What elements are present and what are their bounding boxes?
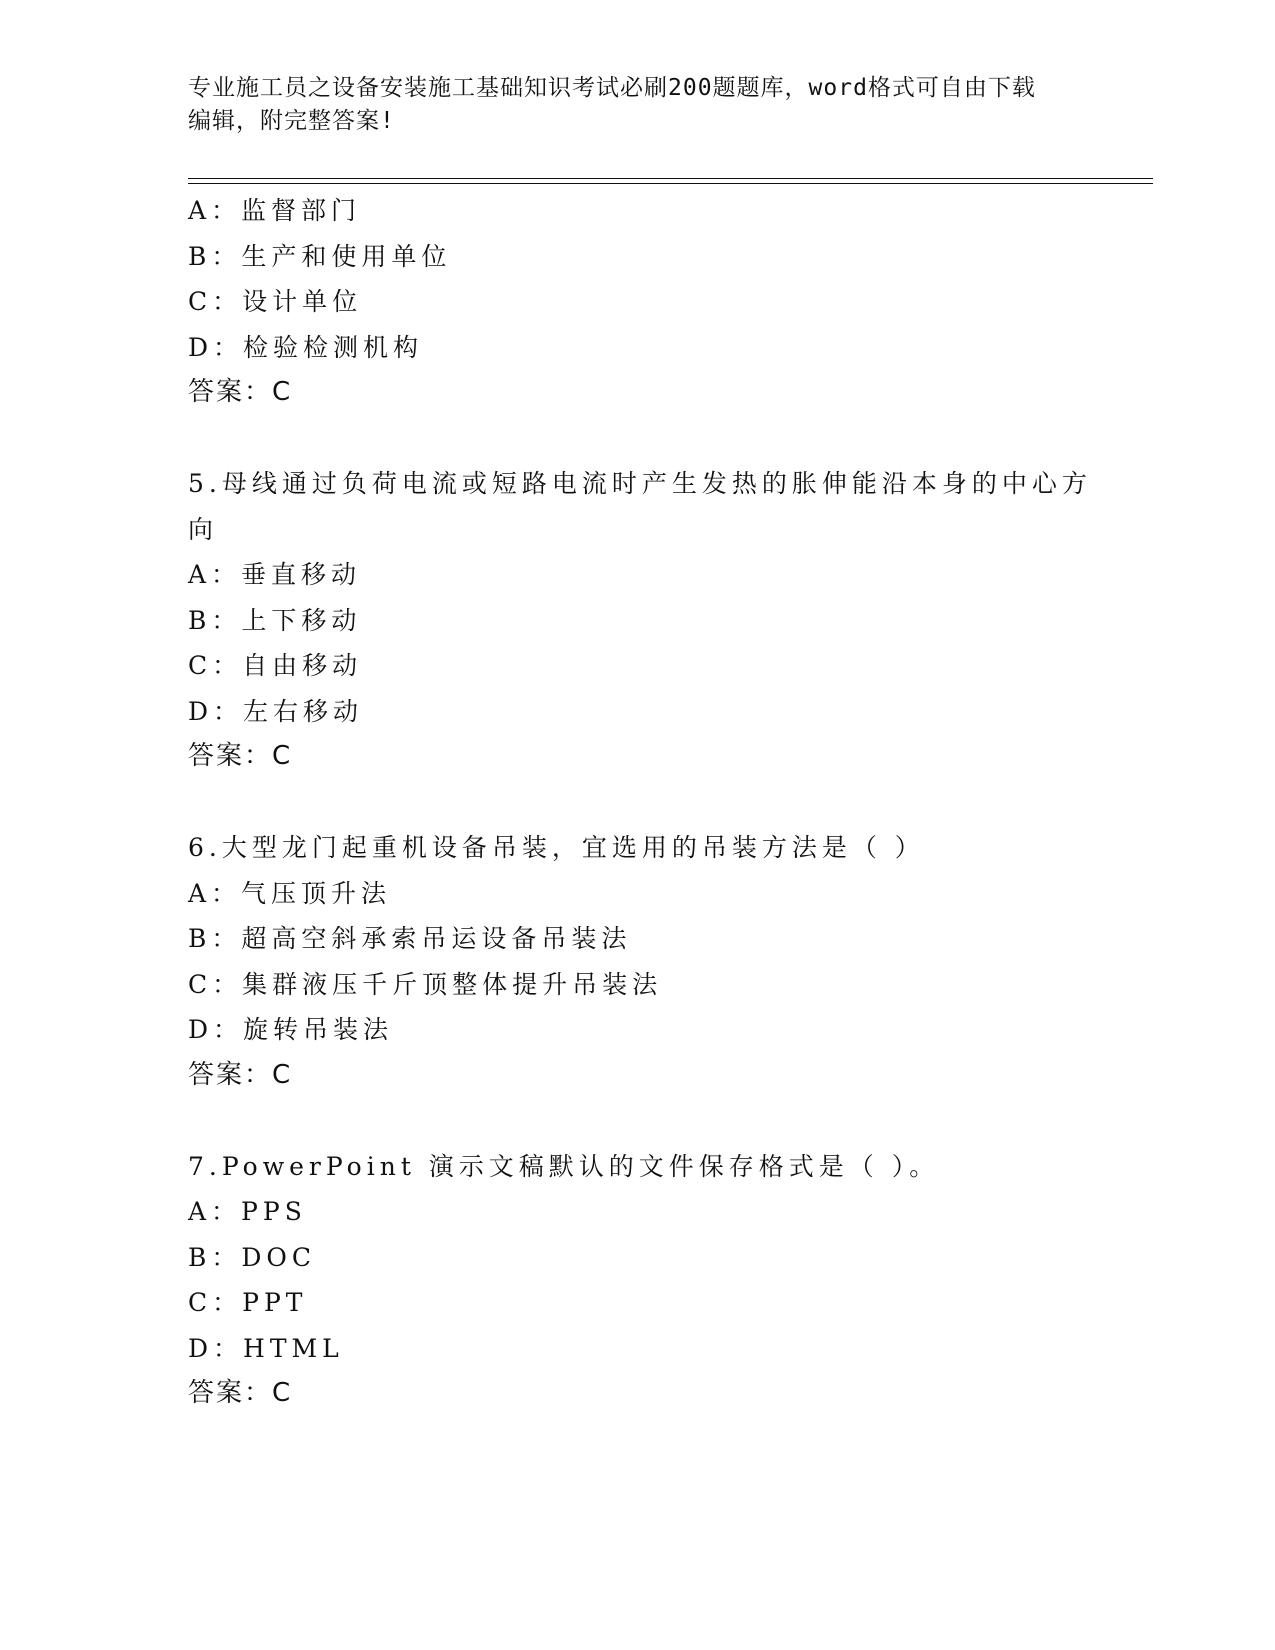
- question-stem: 6.大型龙门起重机设备吊装，宜选用的吊装方法是（ ）: [188, 833, 925, 862]
- header-divider-top: [188, 178, 1153, 179]
- option-c: C：PPT: [188, 1288, 308, 1317]
- option-a: A：监督部门: [188, 196, 362, 225]
- question-stem: 7.PowerPoint 演示文稿默认的文件保存格式是（ ）。: [188, 1151, 940, 1181]
- spacer: [188, 416, 1088, 462]
- question-stem: 5.母线通过负荷电流或短路电流时产生发热的胀伸能沿本身的中心方: [188, 469, 1092, 498]
- header-divider-bottom: [188, 183, 1153, 184]
- option-b: B：超高空斜承索吊运设备吊装法: [188, 924, 632, 953]
- option-c: C：设计单位: [188, 287, 363, 316]
- header-title-line1: 专业施工员之设备安装施工基础知识考试必刷200题题库，word格式可自由下载: [188, 75, 1036, 101]
- option-a: A：PPS: [188, 1197, 307, 1226]
- option-a: A：气压顶升法: [188, 878, 392, 908]
- answer: 答案：C: [188, 377, 293, 407]
- answer: 答案：C: [188, 1378, 293, 1408]
- spacer: [188, 780, 1088, 826]
- option-c: C：集群液压千斤顶整体提升吊装法: [188, 969, 663, 999]
- option-b: B：生产和使用单位: [188, 241, 452, 271]
- answer: 答案：C: [188, 741, 293, 771]
- option-d: D：HTML: [188, 1333, 344, 1363]
- question-4: [188, 188, 1088, 416]
- spacer: [188, 1098, 1088, 1144]
- question-7: [188, 1144, 1088, 1417]
- answer: 答案：C: [188, 1059, 293, 1090]
- option-b: B：DOC: [188, 1242, 317, 1272]
- option-a: A：垂直移动: [188, 560, 362, 589]
- header-title-line2: 编辑，附完整答案!: [188, 108, 395, 134]
- question-stem-continued: 向: [188, 514, 219, 544]
- option-c: C：自由移动: [188, 651, 363, 680]
- document-header: [188, 72, 1088, 138]
- question-5: [188, 461, 1092, 780]
- option-b: B：上下移动: [188, 605, 362, 635]
- option-d: D：检验检测机构: [188, 332, 424, 362]
- option-d: D：左右移动: [188, 696, 364, 726]
- question-list: [188, 188, 1092, 1417]
- question-6: [188, 825, 1088, 1098]
- option-d: D：旋转吊装法: [188, 1015, 394, 1044]
